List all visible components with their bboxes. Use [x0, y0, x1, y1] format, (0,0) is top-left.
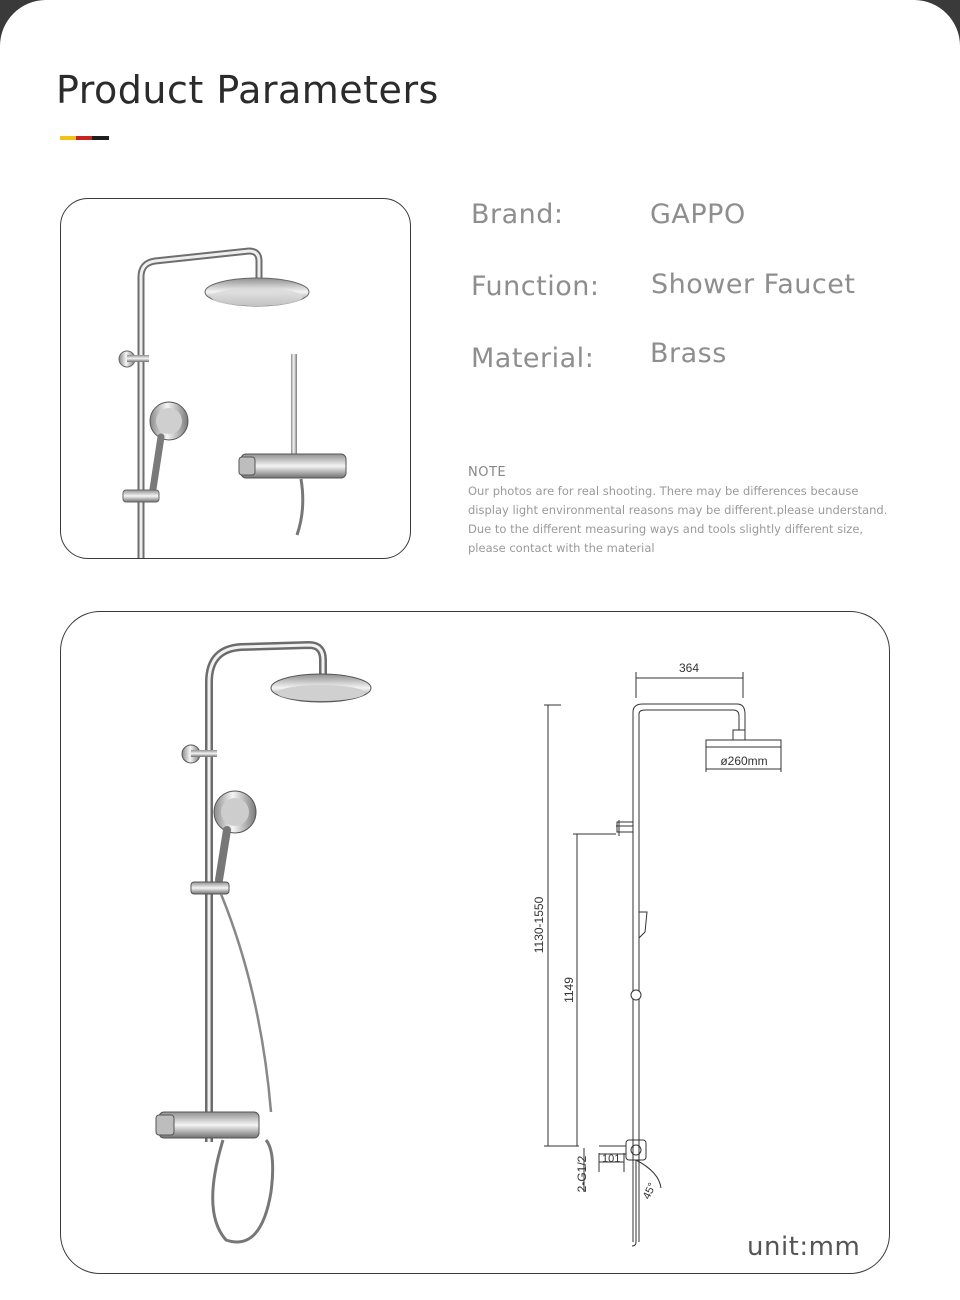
title-accent-bar: [60, 136, 109, 140]
param-label-brand: Brand:: [471, 199, 564, 230]
note-title: NOTE: [468, 465, 507, 480]
dim-height-range-label: 1130-1550: [532, 896, 546, 954]
product-photo-card: [60, 198, 411, 559]
dim-inlet-thread-label: 2-G1/2: [575, 1155, 589, 1193]
param-label-function: Function:: [471, 271, 600, 302]
accent-black: [92, 136, 109, 140]
note-line: Our photos are for real shooting. There may be differences because: [468, 484, 859, 498]
dim-inlet-spacing-label: 101: [602, 1153, 621, 1165]
dim-angle-label: 45°: [640, 1181, 659, 1202]
param-label-material: Material:: [471, 343, 595, 374]
note-line: Due to the different measuring ways and tools slightly different size,: [468, 522, 864, 536]
technical-drawing-card: [60, 611, 890, 1274]
shower-system-photo: [61, 199, 411, 559]
param-value-function: Shower Faucet: [651, 269, 856, 300]
page-title: Product Parameters: [56, 68, 439, 112]
param-value-material: Brass: [650, 338, 727, 369]
unit-label: unit:mm: [747, 1232, 861, 1262]
note-line: please contact with the material: [468, 541, 655, 555]
accent-red: [76, 136, 92, 140]
technical-drawing: [61, 612, 890, 1274]
dim-width-label: 364: [678, 661, 700, 675]
dim-head-diameter-label: ø260mm: [720, 754, 768, 768]
shower-system-render: [156, 645, 371, 1242]
param-value-brand: GAPPO: [650, 199, 746, 230]
accent-yellow: [60, 136, 76, 140]
dim-mount-height-label: 1149: [562, 977, 576, 1003]
note-line: display light environmental reasons may be different.please understand.: [468, 503, 888, 517]
